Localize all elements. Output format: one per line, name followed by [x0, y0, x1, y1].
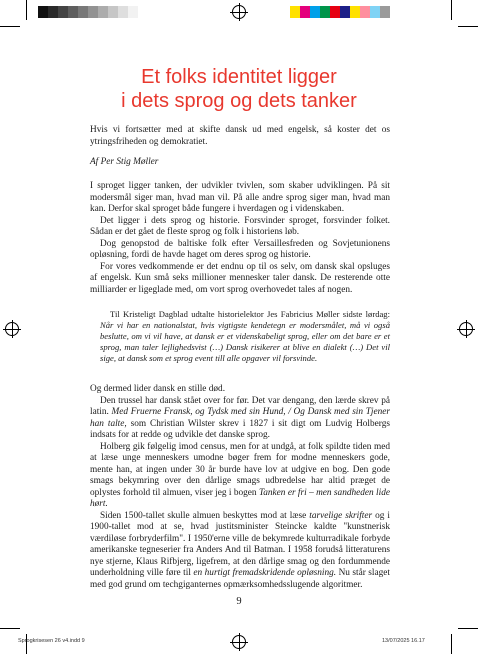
- gray-swatch: [128, 6, 138, 18]
- registration-mark-top-icon: [232, 5, 246, 19]
- title-line-1: Et folks identitet ligger: [141, 66, 337, 88]
- color-swatch: [320, 6, 330, 18]
- slug-filename: Sprogkrisesen 26 v4.indd 9: [18, 638, 85, 644]
- book-title: Tanken er fri – men sandheden lide hørt.: [90, 487, 390, 509]
- gray-swatch: [108, 6, 118, 18]
- registration-mark-left-icon: [5, 322, 19, 336]
- grayscale-bar: [38, 6, 138, 18]
- crop-mark: [458, 26, 478, 27]
- article-section-2: [90, 384, 390, 591]
- text-run: og i 1900-tallet mod at se, hvad justitsminister Steincke kaldte "kunstnerisk værdiløse forbryderfilm". I 1950'erne ville de bekymrede kulturradikale forbyde amerikanske tegneserier fra Anders And til Batman. I 1958 forudså litteraturens nye stjerne, Klaus Rifbjerg, ligefrem, at den dårlige smag og den fordummende underholdning ville føre til: [90, 510, 390, 578]
- gray-swatch: [88, 6, 98, 18]
- gray-swatch: [38, 6, 48, 18]
- paragraph: Og dermed lider dansk en stille død.: [90, 384, 226, 394]
- paragraph: [90, 396, 390, 442]
- color-swatch: [310, 6, 320, 18]
- quote-block: [100, 309, 390, 364]
- color-swatch: [350, 6, 360, 18]
- article-intro-block: [90, 125, 390, 169]
- color-swatch: [290, 6, 300, 18]
- text-run: Holberg gik følgelig imod census, men for at undgå, at folk spildte tiden med at læse unge menneskers umodne bøger frem for modne menneskers gode, mente han, at ingen under 30 år burde have lov at udgive en bog. Den gode smags bekymring over den dårlige smags udbredelse har altid præget de oplystes forhold til almuen, viser jeg i bogen: [90, 441, 390, 498]
- crop-mark: [26, 634, 27, 654]
- text-run: Nu står slaget med god grund om techgiganternes opmærksomhedsslugende algoritmer.: [90, 568, 390, 590]
- slug-timestamp: 13/07/2025 16.17: [382, 638, 425, 644]
- gray-swatch: [68, 6, 78, 18]
- text-run: Siden 1500-tallet skulle almuen beskyttes mod at læse: [100, 510, 307, 521]
- byline: Af Per Stig Møller: [90, 157, 159, 167]
- gray-swatch: [78, 6, 88, 18]
- paragraph: Det ligger i dets sprog og historie. Forsvinder sproget, forsvinder folket. Sådan er det gået de fleste sprog og folk i historiens løb.: [90, 215, 390, 237]
- color-swatch: [380, 6, 390, 18]
- emphasis: tarvelige skrifter: [309, 510, 373, 521]
- registration-mark-bottom-icon: [232, 635, 246, 649]
- gray-swatch: [98, 6, 108, 18]
- text-run: som Christian Wilster skrev i 1827 i sit digt om Ludvig Holbergs indsats for at redde og udvikle det danske sprog.: [90, 418, 390, 440]
- crop-mark: [0, 628, 20, 629]
- crop-mark: [451, 0, 452, 20]
- crop-mark: [26, 0, 27, 20]
- crop-mark: [451, 634, 452, 654]
- quote-paragraph: [100, 309, 390, 364]
- article-title: [0, 65, 478, 113]
- paragraph: Dog genopstod de baltiske folk efter Versaillesfreden og Sovjetunionens opløsning, fordi de havde haget om deres sprog og historie.: [90, 238, 390, 260]
- paragraph: For vores vedkommende er det endnu op til os selv, om dansk skal opsluges af engelsk. Kun små seks millioner mennesker taler dansk. De resterende otte milliarder er ligeglade med, om vort sprog overhovedet tales af nogen.: [90, 261, 390, 295]
- color-swatch: [340, 6, 350, 18]
- color-swatch: [360, 6, 370, 18]
- emphasis: en hurtigt fremadskridende opløsning.: [193, 568, 337, 578]
- registration-mark-right-icon: [459, 322, 473, 336]
- crop-mark: [0, 26, 20, 27]
- page-number: 9: [236, 596, 242, 607]
- paragraph: I sproget ligger tanken, der udvikler tvivlen, som skaber udviklingen. På sit modersmål siger man, hvad man vil. På alle andre sprog siger man, hvad man kan. Derfor skal sproget både fungere i hverdagen og i videnskaben.: [90, 181, 390, 214]
- gray-swatch: [118, 6, 128, 18]
- intro-paragraph: Hvis vi fortsætter med at skifte dansk ud med engelsk, så koster det os ytringsfriheden og demokratiet.: [90, 125, 390, 147]
- gray-swatch: [58, 6, 68, 18]
- quote-intro: Til Kristeligt Dagblad udtalte historielektor Jes Fabricius Møller sidste lørdag:: [110, 309, 390, 319]
- color-bar: [290, 6, 390, 18]
- color-swatch: [300, 6, 310, 18]
- citation: Med Fruerne Fransk, og Tydsk med sin Hund, / Og Dansk med sin Tjener han talte,: [90, 407, 390, 429]
- text-run: Den trussel har dansk stået over for før. Det var dengang, den lærde skrev på latin.: [90, 395, 390, 417]
- color-swatch: [370, 6, 380, 18]
- title-line-2: i dets sprog og dets tanker: [121, 90, 357, 112]
- crop-mark: [458, 628, 478, 629]
- paragraph: [90, 442, 390, 511]
- paragraph: [90, 511, 390, 592]
- gray-swatch: [48, 6, 58, 18]
- color-swatch: [330, 6, 340, 18]
- quote-text: Når vi har en nationalstat, hvis vigtigste kendetegn er modersmålet, må vi også beslutte, om vi vil have, at dansk er et videnskabeligt sprog, eller om det bare er et sprog, man taler lejlighedsvist (…) Dansk risikerer at blive en dialekt (…) Det vil sige, at dansk som et sprog event till alle opgaver vil forsvinde.: [100, 320, 390, 363]
- article-section-1: [90, 181, 390, 296]
